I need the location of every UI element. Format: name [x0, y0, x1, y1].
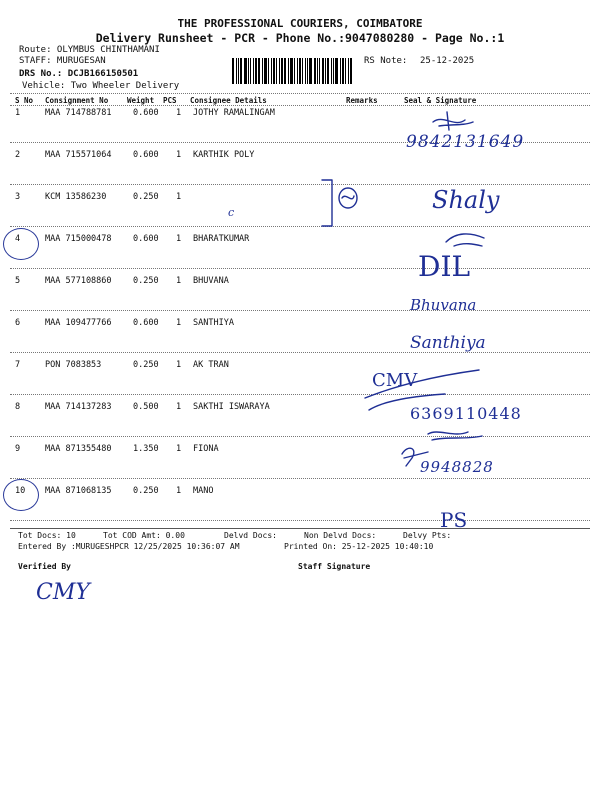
barcode-bar — [325, 58, 326, 84]
barcode-bar — [305, 58, 306, 84]
barcode-bar — [248, 58, 249, 84]
barcode-bar — [244, 58, 247, 84]
barcode-bar — [238, 58, 239, 84]
row-consignee: KARTHIK POLY — [193, 150, 255, 160]
barcode-bar — [236, 58, 237, 84]
barcode-bar — [299, 58, 301, 84]
barcode-bar — [288, 58, 289, 84]
delivery-points: Delvy Pts: — [403, 531, 452, 540]
barcode-bar — [317, 58, 318, 84]
col-weight: Weight — [127, 96, 155, 105]
col-remarks: Remarks — [346, 96, 378, 105]
runsheet-subtitle: Delivery Runsheet - PCR - Phone No.:9047080280 - Page No.:1 — [95, 31, 505, 45]
row9-handwritten-phone: 9948828 — [420, 458, 494, 476]
row-pcs: 1 — [176, 486, 182, 496]
row-consignment-no: MAA 109477766 — [45, 318, 112, 328]
row-consignee: SAKTHI ISWARAYA — [193, 402, 270, 412]
header-bottom-rule — [10, 105, 590, 106]
row-consignment-no: KCM 13586230 — [45, 192, 107, 202]
row-sno: 3 — [15, 192, 21, 202]
row-weight: 0.600 — [133, 318, 159, 328]
barcode-bar — [322, 58, 324, 84]
row6-signature: Santhiya — [410, 333, 486, 353]
barcode-bar — [342, 58, 344, 84]
row-pcs: 1 — [176, 150, 182, 160]
row-consignment-no: MAA 715000478 — [45, 234, 112, 244]
row-pcs: 1 — [176, 276, 182, 286]
barcode-bar — [290, 58, 293, 84]
rs-note-label: RS Note: — [364, 56, 408, 66]
row3-bracket-mark — [318, 178, 358, 232]
row-weight: 0.250 — [133, 360, 159, 370]
row-weight: 0.250 — [133, 486, 159, 496]
route-label: Route: OLYMBUS CHINTHAMANI — [19, 45, 160, 55]
row-divider — [10, 436, 590, 437]
row-pcs: 1 — [176, 360, 182, 370]
row-consignee: BHUVANA — [193, 276, 229, 286]
row-divider — [10, 478, 590, 479]
row-consignee: FIONA — [193, 444, 219, 454]
barcode-bar — [284, 58, 286, 84]
barcode-bar — [350, 58, 352, 84]
row4-scribble — [440, 228, 490, 250]
header-top-rule — [10, 93, 590, 94]
row-consignment-no: MAA 715571064 — [45, 150, 112, 160]
barcode-bar — [262, 58, 263, 84]
staff-signature-label: Staff Signature — [298, 562, 371, 571]
verified-by-signature: CMY — [36, 580, 90, 605]
row-weight: 0.600 — [133, 150, 159, 160]
row-divider — [10, 226, 590, 227]
delivered-docs: Delvd Docs: — [224, 531, 277, 540]
row-weight: 0.250 — [133, 192, 159, 202]
col-seal-signature: Seal & Signature — [404, 96, 477, 105]
row5-signature: Bhuvana — [410, 296, 477, 314]
row2-signature: Shaly — [432, 186, 500, 214]
barcode-bar — [240, 58, 242, 84]
barcode-bar — [340, 58, 341, 84]
row-divider — [10, 352, 590, 353]
row-divider — [10, 310, 590, 311]
barcode-bar — [307, 58, 308, 84]
barcode-bar — [314, 58, 316, 84]
row-consignment-no: MAA 871355480 — [45, 444, 112, 454]
barcode-bar — [297, 58, 298, 84]
printed-on: Printed On: 25-12-2025 10:40:10 — [284, 542, 434, 551]
verified-by-label: Verified By — [18, 562, 71, 571]
row-consignee: MANO — [193, 486, 214, 496]
row7-signature: CMV — [372, 370, 418, 391]
row-weight: 0.600 — [133, 108, 159, 118]
vehicle-label: Vehicle: Two Wheeler Delivery — [22, 81, 180, 91]
barcode-bar — [281, 58, 283, 84]
barcode-bar — [348, 58, 349, 84]
barcode-bar — [258, 58, 260, 84]
row-pcs: 1 — [176, 444, 182, 454]
col-consignee: Consignee Details — [190, 96, 267, 105]
row4-circle-mark — [3, 228, 39, 260]
row-consignment-no: PON 7083853 — [45, 360, 102, 370]
row-sno: 9 — [15, 444, 21, 454]
barcode-bar — [273, 58, 275, 84]
row-sno: 6 — [15, 318, 21, 328]
row1-handwritten-phone: 9842131649 — [406, 132, 525, 152]
col-consignment: Consignment No — [45, 96, 109, 105]
barcode-bar — [333, 58, 334, 84]
row-divider — [10, 520, 590, 521]
row-consignment-no: MAA 714788781 — [45, 108, 112, 118]
barcode-bar — [327, 58, 329, 84]
barcode-bar — [253, 58, 254, 84]
drs-number: DRS No.: DCJB166150501 — [19, 69, 139, 79]
barcode-bar — [250, 58, 251, 84]
row-pcs: 1 — [176, 318, 182, 328]
row-divider — [10, 268, 590, 269]
col-pcs: PCS — [163, 96, 177, 105]
row-consignment-no: MAA 714137283 — [45, 402, 112, 412]
row-sno: 10 — [15, 486, 26, 496]
barcode-bar — [264, 58, 267, 84]
barcode-bar — [255, 58, 257, 84]
barcode-bar — [302, 58, 303, 84]
runsheet-date: 25-12-2025 — [420, 56, 475, 66]
company-title: THE PROFESSIONAL COURIERS, COIMBATORE — [177, 17, 423, 30]
row-consignee: AK TRAN — [193, 360, 229, 370]
row-sno: 8 — [15, 402, 21, 412]
row8-handwritten-phone: 6369110448 — [410, 404, 522, 423]
row-consignee: BHARATKUMAR — [193, 234, 250, 244]
barcode-bar — [271, 58, 272, 84]
barcode-bar — [232, 58, 234, 84]
row-consignment-no: MAA 577108860 — [45, 276, 112, 286]
total-docs: Tot Docs: 10 — [18, 531, 76, 540]
barcode-bar — [279, 58, 280, 84]
row-sno: 2 — [15, 150, 21, 160]
entered-by: Entered By :MURUGESHPCR 12/25/2025 10:36:07 AM — [18, 542, 240, 551]
total-cod: Tot COD Amt: 0.00 — [103, 531, 185, 540]
staff-label: STAFF: MURUGESAN — [19, 56, 106, 66]
barcode-bar — [319, 58, 320, 84]
row-consignee: SANTHIYA — [193, 318, 234, 328]
row-weight: 0.250 — [133, 276, 159, 286]
row-weight: 0.500 — [133, 402, 159, 412]
barcode-bar — [309, 58, 312, 84]
barcode-bar — [294, 58, 295, 84]
barcode-bar — [335, 58, 338, 84]
row-weight: 1.350 — [133, 444, 159, 454]
footer-top-rule — [10, 528, 590, 529]
barcode-bar — [345, 58, 346, 84]
row10-circle-mark — [3, 479, 39, 511]
row3-mark: c — [228, 206, 235, 219]
row-pcs: 1 — [176, 108, 182, 118]
row-consignee: JOTHY RAMALINGAM — [193, 108, 275, 118]
row-consignment-no: MAA 871068135 — [45, 486, 112, 496]
barcode-bar — [276, 58, 277, 84]
row-sno: 4 — [15, 234, 21, 244]
row-weight: 0.600 — [133, 234, 159, 244]
barcode-bar — [268, 58, 269, 84]
row-sno: 5 — [15, 276, 21, 286]
row4-signature: DIL — [418, 250, 471, 283]
row-pcs: 1 — [176, 402, 182, 412]
row-sno: 7 — [15, 360, 21, 370]
row-divider — [10, 394, 590, 395]
col-sno: S No — [15, 96, 34, 105]
row10-signature: PS — [440, 508, 468, 532]
row-pcs: 1 — [176, 192, 182, 202]
row-divider — [10, 184, 590, 185]
non-delivered-docs: Non Delvd Docs: — [304, 531, 377, 540]
row-sno: 1 — [15, 108, 21, 118]
barcode — [232, 58, 362, 84]
barcode-bar — [331, 58, 332, 84]
row-pcs: 1 — [176, 234, 182, 244]
